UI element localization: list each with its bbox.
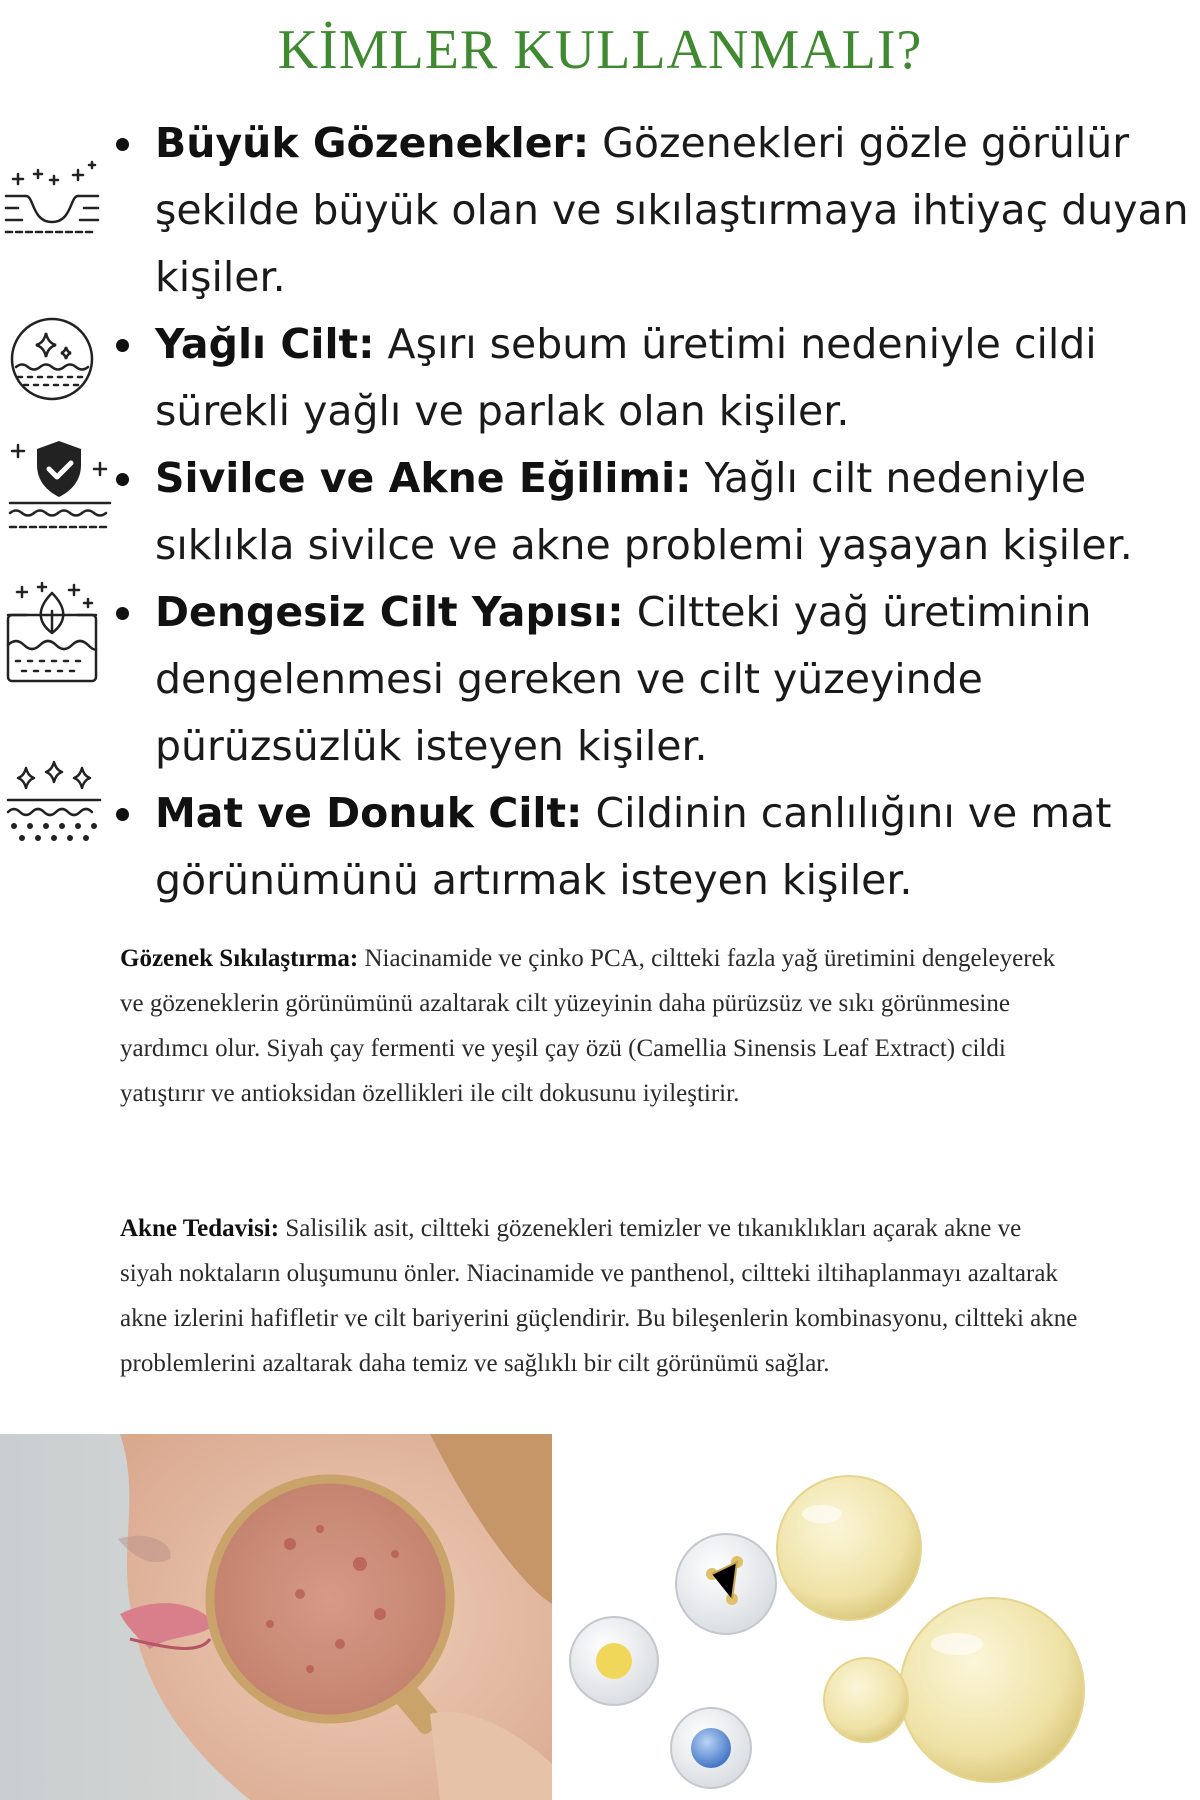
bullet-text <box>155 780 1195 914</box>
sparkle-skin-icon <box>4 758 100 854</box>
bullet-heading: Büyük Gözenekler: <box>155 119 590 167</box>
paragraph-body: Salisilik asit, ciltteki gözenekleri temizler ve tıkanıklıkları açarak akne ve siyah noktaların oluşumunu önler. Niacinamide ve panthenol, ciltteki iltihaplanmayı azaltarak akne izlerini hafifletir ve cilt bariyerini güçlendirir. Bu bileşenlerin kombinasyonu, ciltteki akne problemlerini azaltarak daha temiz ve sağlıklı bir cilt görünümü sağlar. <box>120 1215 1078 1377</box>
bullet-text <box>155 110 1195 311</box>
pore-tightening-paragraph <box>120 936 1080 1116</box>
paragraph-heading: Gözenek Sıkılaştırma: <box>120 945 359 972</box>
serum-droplets-image <box>552 1434 1200 1800</box>
bullet-heading: Sivilce ve Akne Eğilimi: <box>155 454 692 502</box>
pores-icon <box>4 152 100 248</box>
bullet-body: Ciltteki yağ üretiminin dengelenmesi gereken ve cilt yüzeyinde pürüzsüzlük isteyen kişiler. <box>155 588 1092 770</box>
bullet-body: Yağlı cilt nedeniyle sıklıkla sivilce ve akne problemi yaşayan kişiler. <box>155 454 1133 569</box>
bullet-heading: Dengesiz Cilt Yapısı: <box>155 588 624 636</box>
oily-skin-icon <box>4 311 100 407</box>
paragraph-heading: Akne Tedavisi: <box>120 1215 280 1242</box>
bullet-body: Cildinin canlılığını ve mat görünümünü artırmak isteyen kişiler. <box>155 789 1112 904</box>
bullet-text <box>155 445 1195 579</box>
bullet-text <box>155 579 1195 780</box>
bullet-heading: Mat ve Donuk Cilt: <box>155 789 583 837</box>
bullet-dot <box>116 138 129 151</box>
bullet-dot <box>116 808 129 821</box>
paragraph-body: Niacinamide ve çinko PCA, ciltteki fazla yağ üretimini dengeleyerek ve gözeneklerin görünümünü azaltarak cilt yüzeyinin daha pürüzsüz ve sıkı görünmesine yardımcı olur. Siyah çay fermenti ve yeşil çay özü (Camellia Sinensis Leaf Extract) cildi yatıştırır ve antioksidan özellikleri ile cilt dokusunu iyileştirir. <box>120 945 1056 1107</box>
bullet-body: Gözenekleri gözle görülür şekilde büyük olan ve sıkılaştırmaya ihtiyaç duyan kişiler. <box>155 119 1189 301</box>
bullet-heading: Yağlı Cilt: <box>155 320 375 368</box>
acne-treatment-paragraph <box>120 1206 1080 1386</box>
bullet-dot <box>116 607 129 620</box>
bullet-dot <box>116 473 129 486</box>
acne-magnifier-photo <box>0 1434 552 1800</box>
page-title: KİMLER KULLANMALI? <box>277 19 923 81</box>
bullet-text <box>155 311 1195 445</box>
bullet-dot <box>116 339 129 352</box>
shield-check-icon <box>4 431 100 527</box>
bullet-body: Aşırı sebum üretimi nedeniyle cildi sürekli yağlı ve parlak olan kişiler. <box>155 320 1097 435</box>
leaf-skin-icon <box>4 579 100 675</box>
